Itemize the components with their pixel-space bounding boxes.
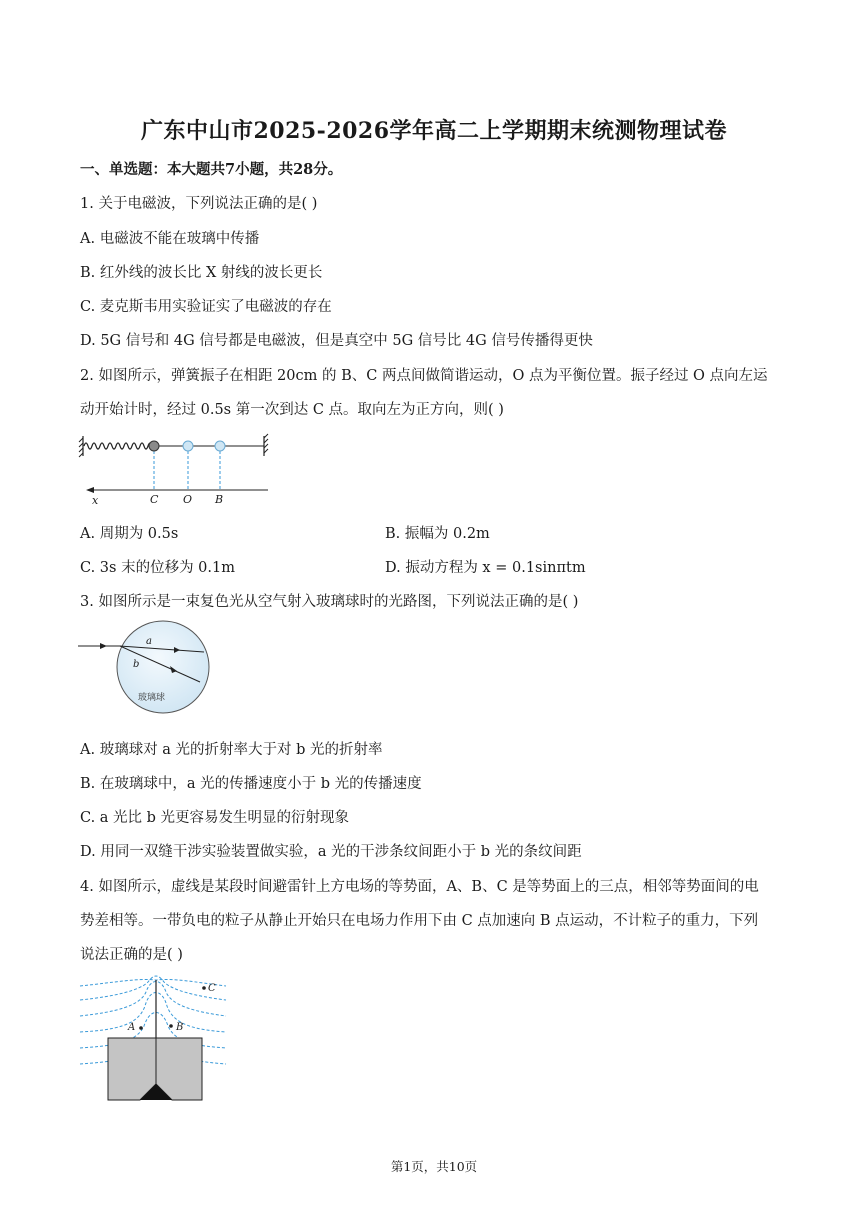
- lightning-rod-field-figure: [78, 972, 228, 1102]
- point-label-a: A: [128, 1022, 136, 1033]
- point-label-b: B: [176, 1022, 184, 1033]
- point-label-o: O: [183, 493, 193, 506]
- ray-label-a: a: [146, 636, 152, 647]
- point-label-b: B: [215, 493, 224, 506]
- page-title: 广东中山市2025-2026学年高二上学期期末统测物理试卷: [140, 118, 728, 144]
- q2-option-d: D. 振动方程为 x = 0.1sinπtm: [385, 560, 586, 576]
- point-label-c: C: [150, 493, 159, 506]
- q2-stem-line-1: 2. 如图所示，弹簧振子在相距 20cm 的 B、C 两点间做简谐运动，O 点为平衡位置。振子经过 O 点向左运: [80, 368, 768, 384]
- oscillator-ball: [149, 441, 159, 451]
- q3-stem: 3. 如图所示是一束复色光从空气射入玻璃球时的光路图，下列说法正确的是( ): [80, 594, 579, 610]
- q3-option-b: B. 在玻璃球中，a 光的传播速度小于 b 光的传播速度: [80, 776, 422, 792]
- q1-option-a: A. 电磁波不能在玻璃中传播: [80, 231, 260, 247]
- q4-stem-line-2: 势差相等。一带负电的粒子从静止开始只在电场力作用下由 C 点加速向 B 点运动，不计粒子的重力，下列: [80, 913, 759, 929]
- q4-stem-line-1: 4. 如图所示，虚线是某段时间避雷针上方电场的等势面，A、B、C 是等势面上的三点，相邻等势面间的电: [80, 879, 759, 895]
- q3-option-d: D. 用同一双缝干涉实验装置做实验，a 光的干涉条纹间距小于 b 光的条纹间距: [80, 844, 582, 860]
- section-heading: 一、单选题：本大题共7小题，共28分。: [80, 161, 343, 178]
- q2-option-b: B. 振幅为 0.2m: [385, 526, 490, 542]
- axis-label-x: x: [92, 494, 99, 507]
- q1-stem: 1. 关于电磁波，下列说法正确的是( ): [80, 196, 318, 212]
- q3-option-a: A. 玻璃球对 a 光的折射率大于对 b 光的折射率: [80, 742, 383, 758]
- q1-option-d: D. 5G 信号和 4G 信号都是电磁波，但是真空中 5G 信号比 4G 信号传播得更快: [80, 333, 593, 349]
- q2-option-c: C. 3s 末的位移为 0.1m: [80, 560, 235, 576]
- point-label-c: C: [208, 983, 216, 994]
- sphere-label: 玻璃球: [138, 693, 166, 703]
- page-footer: 第1页，共10页: [390, 1159, 478, 1174]
- q4-stem-line-3: 说法正确的是( ): [80, 947, 183, 963]
- q2-option-a: A. 周期为 0.5s: [80, 526, 179, 542]
- spring-oscillator-figure: [78, 428, 278, 508]
- q1-option-c: C. 麦克斯韦用实验证实了电磁波的存在: [80, 299, 332, 315]
- ray-label-b: b: [133, 659, 140, 670]
- q1-option-b: B. 红外线的波长比 X 射线的波长更长: [80, 265, 323, 281]
- q3-option-c: C. a 光比 b 光更容易发生明显的衍射现象: [80, 810, 350, 826]
- glass-sphere-figure: [78, 620, 218, 720]
- q2-stem-line-2: 动开始计时，经过 0.5s 第一次到达 C 点。取向左为正方向，则( ): [80, 402, 504, 418]
